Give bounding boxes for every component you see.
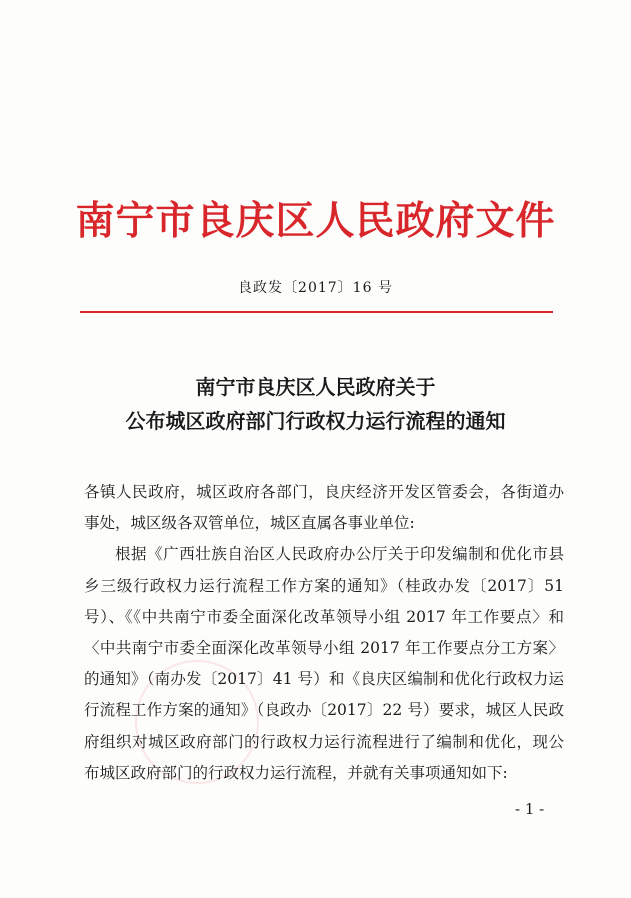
notice-title-line-1: 南宁市良庆区人民政府关于 [195,375,436,399]
red-divider-line [80,311,553,313]
body-paragraph: 根据《广西壮族自治区人民政府办公厅关于印发编制和优化市县乡三级行政权力运行流程工作方案的通知》（桂政办发〔2017〕51 号）、《《中共南宁市委全面深化改革领导小组 2017 年工作要点〉和〈中共南宁市委全面深化改革领导小组 2017 年工作要点分工方案〉的通知》（南办发〔2017〕41 号）和《良庆区编制和优化行政权力运行流程工作方案的通知》（良政办〔2017〕22 号）要求，城区人民政府组织对城区政府部门的行政权力运行流程进行了编制和优化，现公布城区政府部门的行政权力运行流程，并就有关事项通知如下: [84,545,564,782]
page-number: - 1 - [515,800,545,818]
notice-body [84,477,564,789]
addressee-paragraph: 各镇人民政府，城区政府各部门，良庆经济开发区管委会，各街道办事处，城区级各双管单位，城区直属各事业单位: [84,483,564,533]
notice-title-line-2: 公布城区政府部门行政权力运行流程的通知 [125,409,506,433]
document-number: 良政发〔2017〕16 号 [238,280,393,296]
document-header-title: 南宁市良庆区人民政府文件 [75,198,556,244]
